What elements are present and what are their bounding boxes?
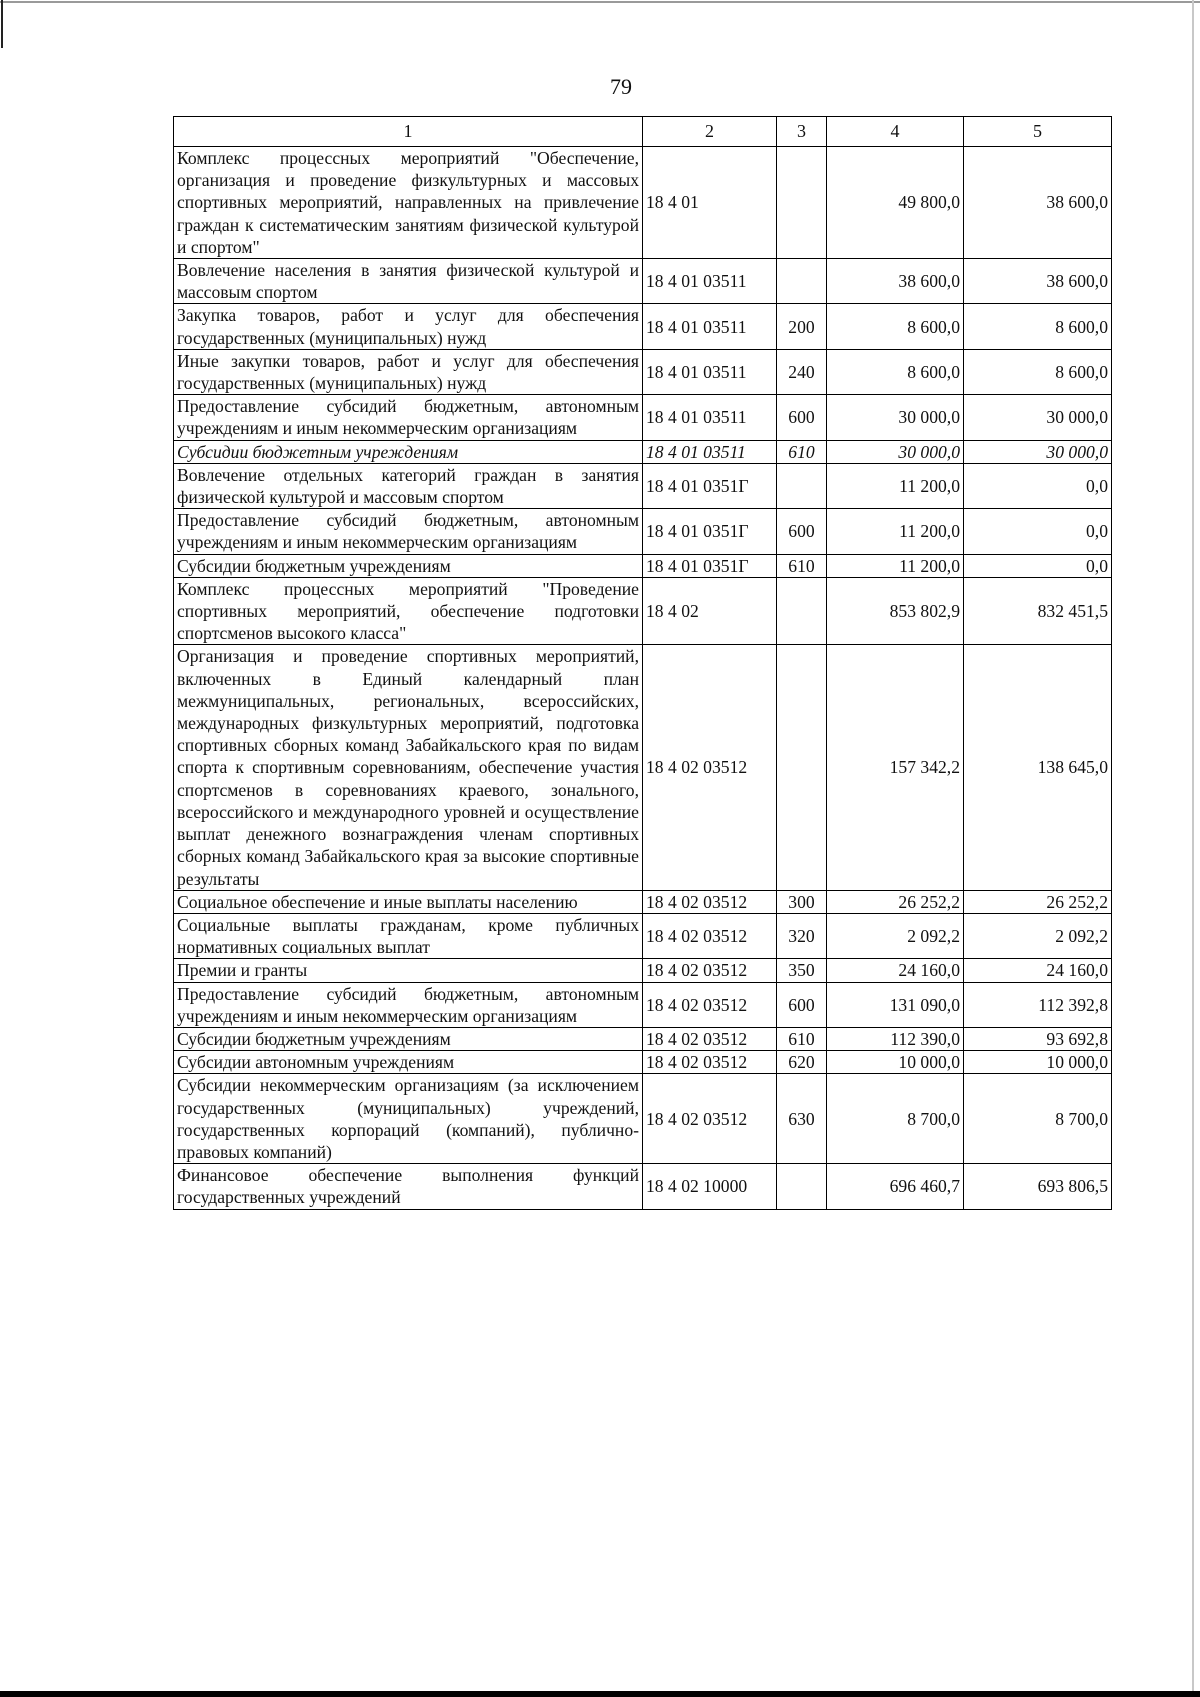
table-row <box>174 577 1112 645</box>
row-amount-2: 2 092,2 <box>964 913 1112 958</box>
row-code: 18 4 02 03512 <box>643 645 777 890</box>
row-code: 18 4 02 03512 <box>643 913 777 958</box>
row-amount-2: 93 692,8 <box>964 1027 1112 1050</box>
row-expense-type <box>777 259 827 304</box>
column-header-amount-2: 5 <box>964 117 1112 147</box>
row-name: Субсидии бюджетным учреждениям <box>174 440 643 463</box>
column-header-code: 2 <box>643 117 777 147</box>
column-header-name: 1 <box>174 117 643 147</box>
row-name: Социальное обеспечение и иные выплаты населению <box>174 890 643 913</box>
table-row <box>174 645 1112 890</box>
row-name: Субсидии автономным учреждениям <box>174 1051 643 1074</box>
row-name: Организация и проведение спортивных мероприятий, включенных в Единый календарный план межмуниципальных, региональных, всероссийских, международных физкультурных мероприятий, подготовка спортивных сборных команд Забайкальского края по видам спорта к спортивным соревнованиям, обеспечение участия спортсменов в соревнованиях краевого, зонального, всероссийского и международного уровней и осуществление выплат денежного вознаграждения членам спортивных сборных команд Забайкальского края за высокие спортивные результаты <box>174 645 643 890</box>
row-amount-2: 693 806,5 <box>964 1164 1112 1209</box>
table-row <box>174 395 1112 440</box>
row-expense-type: 610 <box>777 440 827 463</box>
row-amount-2: 30 000,0 <box>964 440 1112 463</box>
row-code: 18 4 01 03511 <box>643 395 777 440</box>
row-expense-type: 600 <box>777 982 827 1027</box>
row-code: 18 4 01 0351Г <box>643 554 777 577</box>
row-amount-1: 696 460,7 <box>827 1164 964 1209</box>
table-row <box>174 890 1112 913</box>
table-row <box>174 1074 1112 1164</box>
row-code: 18 4 02 03512 <box>643 1051 777 1074</box>
row-amount-2: 8 700,0 <box>964 1074 1112 1164</box>
row-expense-type: 200 <box>777 304 827 349</box>
row-name: Предоставление субсидий бюджетным, автономным учреждениям и иным некоммерческим организациям <box>174 395 643 440</box>
row-expense-type: 630 <box>777 1074 827 1164</box>
table-row <box>174 304 1112 349</box>
row-expense-type <box>777 645 827 890</box>
row-amount-1: 11 200,0 <box>827 554 964 577</box>
row-amount-1: 157 342,2 <box>827 645 964 890</box>
row-code: 18 4 01 0351Г <box>643 509 777 554</box>
table-row <box>174 463 1112 508</box>
row-amount-1: 112 390,0 <box>827 1027 964 1050</box>
table-row <box>174 982 1112 1027</box>
table-row <box>174 1027 1112 1050</box>
row-amount-2: 26 252,2 <box>964 890 1112 913</box>
row-name: Предоставление субсидий бюджетным, автономным учреждениям и иным некоммерческим организациям <box>174 982 643 1027</box>
table-row <box>174 959 1112 982</box>
row-expense-type: 610 <box>777 554 827 577</box>
row-expense-type: 350 <box>777 959 827 982</box>
row-expense-type: 600 <box>777 395 827 440</box>
row-amount-1: 10 000,0 <box>827 1051 964 1074</box>
row-amount-1: 30 000,0 <box>827 395 964 440</box>
row-code: 18 4 01 03511 <box>643 440 777 463</box>
row-code: 18 4 01 03511 <box>643 259 777 304</box>
row-amount-1: 2 092,2 <box>827 913 964 958</box>
row-name: Предоставление субсидий бюджетным, автономным учреждениям и иным некоммерческим организациям <box>174 509 643 554</box>
row-amount-1: 38 600,0 <box>827 259 964 304</box>
row-amount-2: 10 000,0 <box>964 1051 1112 1074</box>
row-amount-1: 8 700,0 <box>827 1074 964 1164</box>
row-code: 18 4 02 10000 <box>643 1164 777 1209</box>
row-code: 18 4 02 03512 <box>643 1074 777 1164</box>
page-number: 79 <box>610 74 632 99</box>
budget-table <box>173 116 1112 1210</box>
row-expense-type: 610 <box>777 1027 827 1050</box>
row-amount-2: 30 000,0 <box>964 395 1112 440</box>
row-code: 18 4 02 <box>643 577 777 645</box>
row-expense-type <box>777 577 827 645</box>
table-header <box>174 117 1112 147</box>
row-amount-1: 8 600,0 <box>827 349 964 394</box>
table-row <box>174 554 1112 577</box>
column-header-type: 3 <box>777 117 827 147</box>
table-row <box>174 913 1112 958</box>
row-name: Финансовое обеспечение выполнения функций государственных учреждений <box>174 1164 643 1209</box>
row-amount-2: 138 645,0 <box>964 645 1112 890</box>
row-amount-2: 0,0 <box>964 463 1112 508</box>
table-body <box>174 147 1112 1210</box>
row-expense-type <box>777 1164 827 1209</box>
row-amount-1: 853 802,9 <box>827 577 964 645</box>
row-expense-type <box>777 463 827 508</box>
row-expense-type: 240 <box>777 349 827 394</box>
row-expense-type <box>777 147 827 259</box>
scan-edge-left <box>1 0 3 48</box>
row-amount-1: 30 000,0 <box>827 440 964 463</box>
row-name: Вовлечение отдельных категорий граждан в занятия физической культурой и массовым спортом <box>174 463 643 508</box>
scan-edge-bottom <box>0 1691 1200 1697</box>
row-name: Социальные выплаты гражданам, кроме публичных нормативных социальных выплат <box>174 913 643 958</box>
table-row <box>174 349 1112 394</box>
row-name: Закупка товаров, работ и услуг для обеспечения государственных (муниципальных) нужд <box>174 304 643 349</box>
row-amount-1: 24 160,0 <box>827 959 964 982</box>
row-amount-1: 11 200,0 <box>827 509 964 554</box>
row-name: Комплекс процессных мероприятий "Обеспечение, организация и проведение физкультурных и массовых спортивных мероприятий, направленных на привлечение граждан к систематическим занятиям физической культурой и спортом" <box>174 147 643 259</box>
row-amount-2: 8 600,0 <box>964 304 1112 349</box>
row-code: 18 4 01 03511 <box>643 349 777 394</box>
table-row <box>174 440 1112 463</box>
table-row <box>174 509 1112 554</box>
row-name: Комплекс процессных мероприятий "Проведение спортивных мероприятий, обеспечение подготовки спортсменов высокого класса" <box>174 577 643 645</box>
table-row <box>174 1051 1112 1074</box>
row-amount-2: 0,0 <box>964 509 1112 554</box>
row-name: Субсидии бюджетным учреждениям <box>174 1027 643 1050</box>
row-amount-2: 38 600,0 <box>964 147 1112 259</box>
row-code: 18 4 02 03512 <box>643 890 777 913</box>
row-amount-1: 26 252,2 <box>827 890 964 913</box>
row-name: Субсидии бюджетным учреждениям <box>174 554 643 577</box>
table-row <box>174 1164 1112 1209</box>
row-name: Субсидии некоммерческим организациям (за исключением государственных (муниципальных) учреждений, государственных корпораций (компаний), публично-правовых компаний) <box>174 1074 643 1164</box>
table-row <box>174 147 1112 259</box>
row-code: 18 4 01 0351Г <box>643 463 777 508</box>
row-expense-type: 320 <box>777 913 827 958</box>
table-row <box>174 259 1112 304</box>
row-amount-1: 49 800,0 <box>827 147 964 259</box>
row-amount-2: 38 600,0 <box>964 259 1112 304</box>
column-header-amount-1: 4 <box>827 117 964 147</box>
row-name: Иные закупки товаров, работ и услуг для обеспечения государственных (муниципальных) нужд <box>174 349 643 394</box>
row-expense-type: 300 <box>777 890 827 913</box>
scan-edge-right <box>1192 0 1194 1697</box>
row-amount-1: 8 600,0 <box>827 304 964 349</box>
row-amount-1: 131 090,0 <box>827 982 964 1027</box>
row-name: Премии и гранты <box>174 959 643 982</box>
row-name: Вовлечение населения в занятия физической культурой и массовым спортом <box>174 259 643 304</box>
header-row <box>174 117 1112 147</box>
row-amount-2: 24 160,0 <box>964 959 1112 982</box>
row-expense-type: 600 <box>777 509 827 554</box>
row-code: 18 4 02 03512 <box>643 1027 777 1050</box>
row-amount-2: 112 392,8 <box>964 982 1112 1027</box>
row-amount-2: 832 451,5 <box>964 577 1112 645</box>
row-code: 18 4 01 03511 <box>643 304 777 349</box>
row-code: 18 4 02 03512 <box>643 959 777 982</box>
scan-edge-top <box>0 1 1200 3</box>
row-amount-2: 0,0 <box>964 554 1112 577</box>
row-code: 18 4 01 <box>643 147 777 259</box>
row-expense-type: 620 <box>777 1051 827 1074</box>
row-code: 18 4 02 03512 <box>643 982 777 1027</box>
row-amount-1: 11 200,0 <box>827 463 964 508</box>
row-amount-2: 8 600,0 <box>964 349 1112 394</box>
